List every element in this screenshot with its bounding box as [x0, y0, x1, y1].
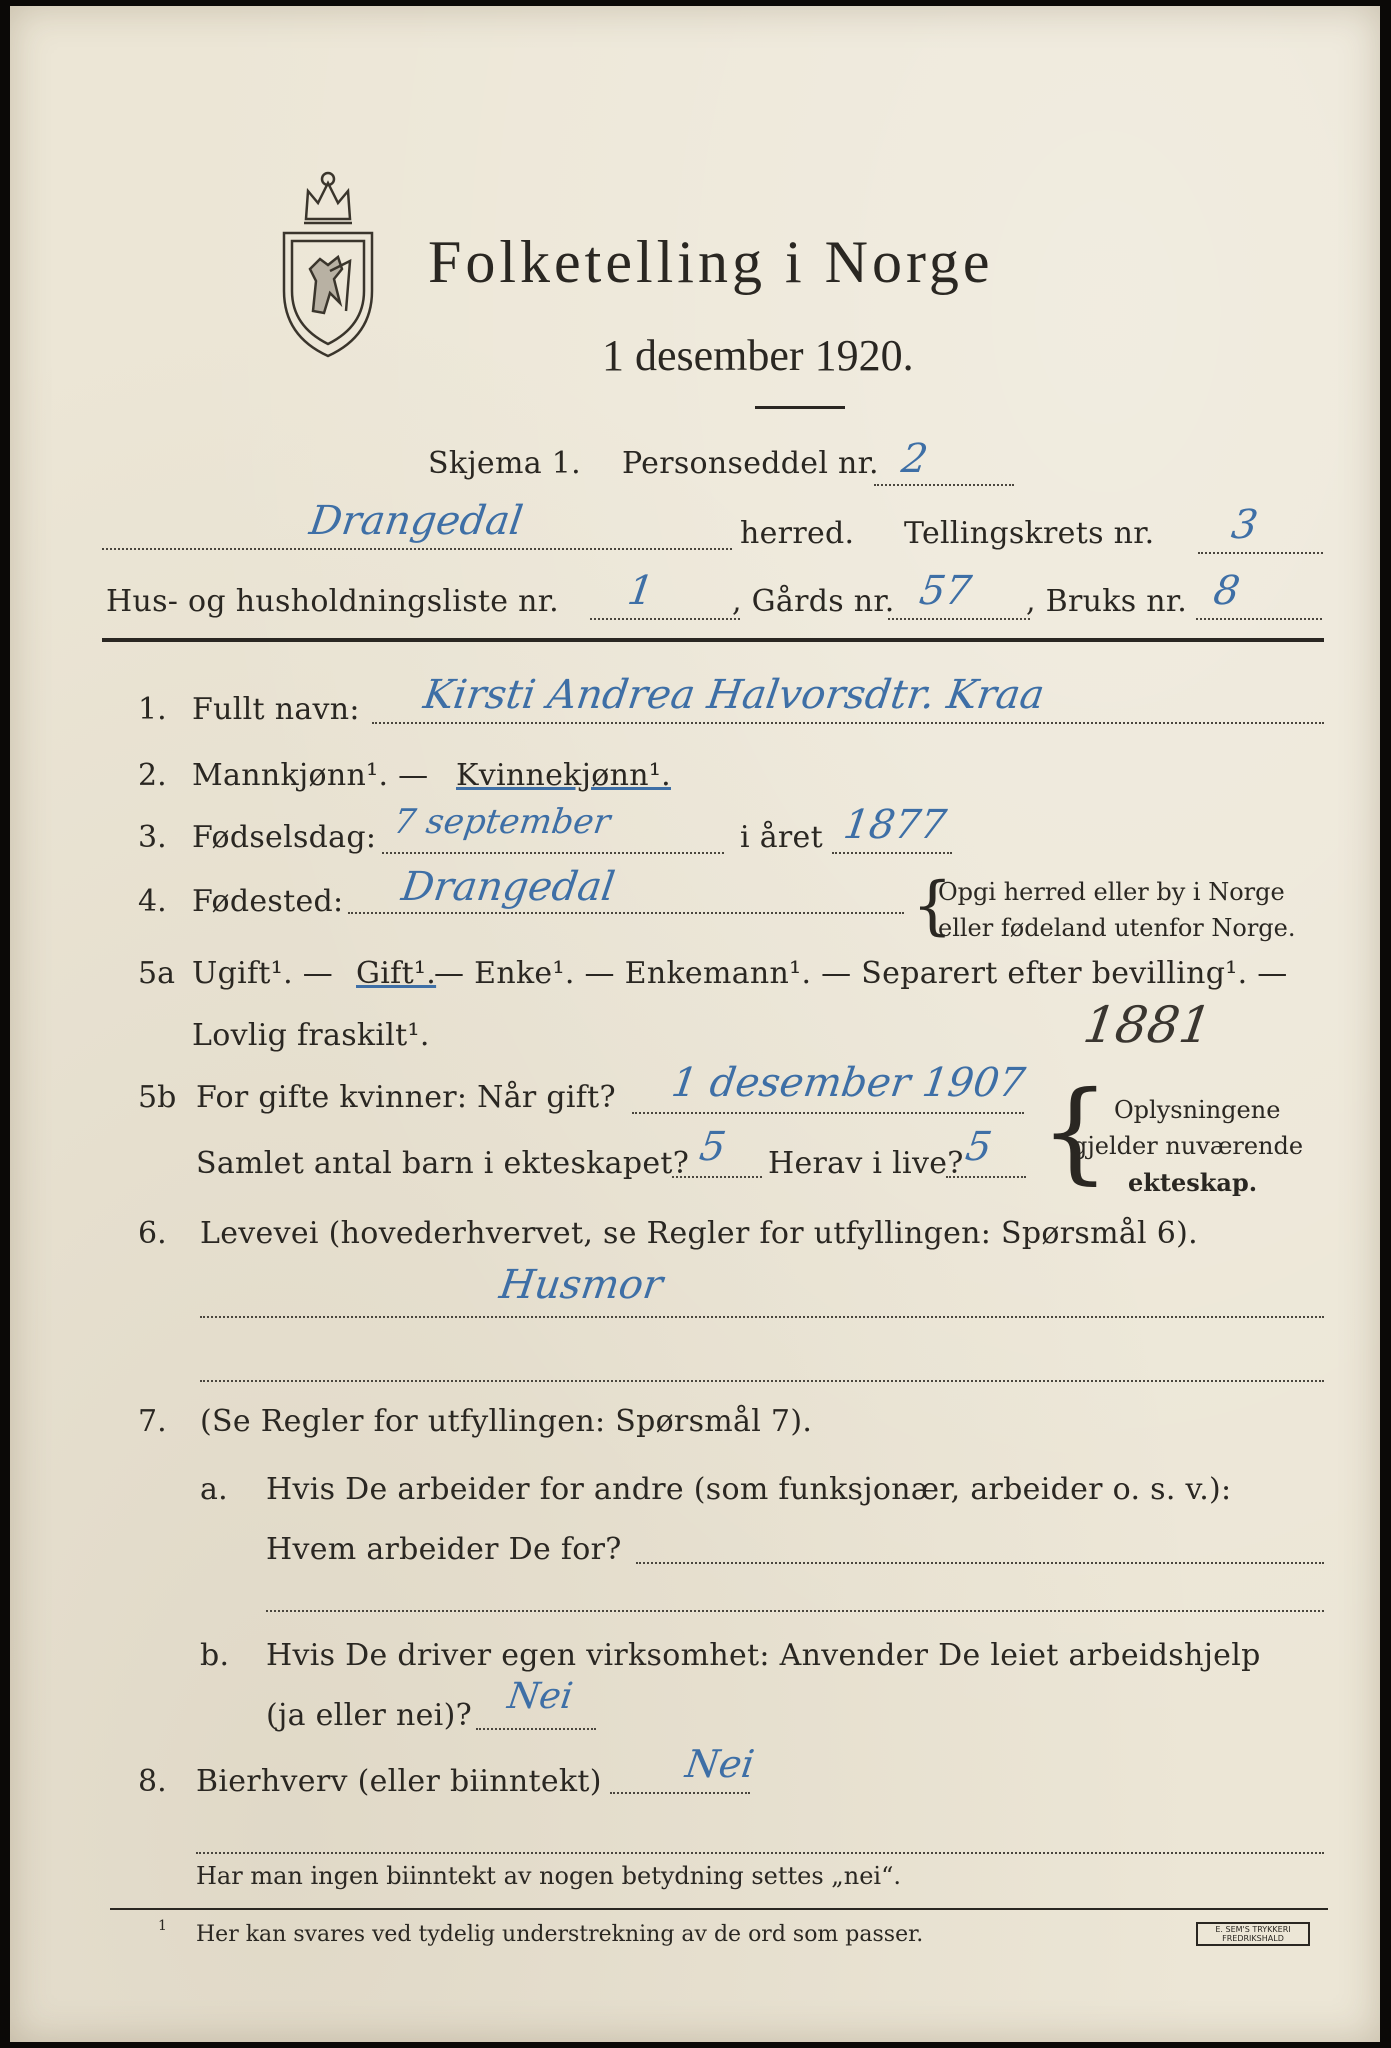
q4-note-2: eller fødeland utenfor Norge.: [938, 914, 1296, 942]
q3-line: [382, 852, 724, 854]
q4-line: [348, 912, 904, 914]
q5b-note-3: ekteskap.: [1128, 1168, 1258, 1197]
q2-male: Mannkjønn¹. —: [192, 758, 429, 793]
q5a-year-note: 1881: [1079, 996, 1216, 1054]
q3-value: 7 september: [391, 802, 613, 842]
q6-line-2: [200, 1380, 1324, 1382]
gards-value: 57: [916, 568, 975, 614]
q5b-label: For gifte kvinner: Når gift?: [196, 1080, 616, 1115]
q5b-children-line: [672, 1176, 762, 1178]
q7-number: 7.: [138, 1404, 167, 1439]
q5b-alive-line: [946, 1176, 1026, 1178]
personseddel-value: 2: [898, 436, 931, 482]
q7b-line: [476, 1728, 596, 1730]
q4-number: 4.: [138, 884, 167, 919]
q3-year-line: [832, 852, 952, 854]
q1-number: 1.: [138, 692, 167, 727]
bruks-line: [1196, 618, 1322, 620]
printer-stamp: E. SEM'S TRYKKERI FREDRIKSHALD: [1196, 1922, 1310, 1946]
herred-line: [102, 548, 732, 550]
q3-year-label: i året: [740, 820, 823, 855]
bruks-value: 8: [1210, 568, 1243, 614]
q5a-number: 5a: [138, 956, 175, 991]
tellingskrets-line: [1198, 552, 1323, 554]
q7-label: (Se Regler for utfyllingen: Spørsmål 7).: [200, 1404, 813, 1439]
tellingskrets-label: Tellingskrets nr.: [904, 516, 1155, 551]
q6-value: Husmor: [496, 1262, 666, 1308]
q7b-line1: Hvis De driver egen virksomhet: Anvender De leiet arbeidshjelp: [266, 1638, 1261, 1673]
hus-label: Hus- og husholdningsliste nr.: [106, 584, 559, 619]
q5b-alive-label: Herav i live?: [768, 1146, 964, 1181]
q8-line: [610, 1792, 750, 1794]
gards-label: , Gårds nr.: [732, 584, 895, 619]
q8-line-2: [196, 1852, 1324, 1854]
header-rule: [102, 638, 1324, 642]
q4-note-1: Opgi herred eller by i Norge: [938, 878, 1285, 906]
bruks-label: , Bruks nr.: [1026, 584, 1188, 619]
q4-value: Drangedal: [398, 864, 618, 910]
q2-female: Kvinnekjønn¹.: [456, 758, 671, 793]
q8-label: Bierhverv (eller biinntekt): [196, 1764, 602, 1799]
q3-number: 3.: [138, 820, 167, 855]
q1-line: [372, 722, 1324, 724]
q5b-children-label: Samlet antal barn i ekteskapet?: [196, 1146, 690, 1181]
q8-value: Nei: [682, 1742, 757, 1786]
q7a-line2: Hvem arbeider De for?: [266, 1532, 622, 1567]
q5b-value: 1 desember 1907: [668, 1060, 1028, 1106]
coat-of-arms-icon: [268, 161, 388, 361]
q5a-others: — Enke¹. — Enkemann¹. — Separert efter bevilling¹. —: [434, 956, 1288, 991]
q5b-line: [632, 1112, 1024, 1114]
personseddel-label: Personseddel nr.: [622, 446, 879, 481]
footnote-mark: 1: [158, 1918, 167, 1934]
gards-line: [888, 618, 1030, 620]
q3-label: Fødselsdag:: [192, 820, 377, 855]
q6-label: Levevei (hovederhvervet, se Regler for utfyllingen: Spørsmål 6).: [200, 1216, 1198, 1251]
q1-label: Fullt navn:: [192, 692, 360, 727]
q2-number: 2.: [138, 758, 167, 793]
q7a-letter: a.: [200, 1472, 229, 1507]
title-divider: [755, 406, 845, 409]
form-title: Folketelling i Norge: [428, 229, 994, 295]
q7a-line1: Hvis De arbeider for andre (som funksjonær, arbeider o. s. v.):: [266, 1472, 1232, 1507]
q3-year-value: 1877: [840, 802, 950, 848]
q5b-children-value: 5: [696, 1124, 729, 1170]
q7a-line-2: [266, 1610, 1324, 1612]
herred-label: herred.: [740, 516, 855, 551]
q7b-line2: (ja eller nei)?: [266, 1698, 472, 1733]
q5a-ugift: Ugift¹. —: [192, 956, 334, 991]
tellingskrets-value: 3: [1228, 502, 1261, 548]
q5a-gift: Gift¹.: [356, 956, 437, 991]
skjema-label: Skjema 1.: [428, 446, 581, 481]
hus-line: [590, 618, 740, 620]
q4-label: Fødested:: [192, 884, 344, 919]
census-form: [10, 6, 1380, 2042]
footnote-text: Her kan svares ved tydelig understrekning av de ord som passer.: [196, 1922, 924, 1947]
q8-number: 8.: [138, 1764, 167, 1799]
q5b-note-2: gjelder nuværende: [1072, 1132, 1304, 1160]
q5a-fraskilt: Lovlig fraskilt¹.: [192, 1018, 430, 1053]
hus-value: 1: [624, 568, 657, 614]
q4-brace: {: [912, 869, 953, 943]
footnote-rule: [110, 1908, 1328, 1910]
q7b-value: Nei: [505, 1676, 576, 1717]
q7a-line: [636, 1562, 1324, 1564]
census-date: 1 desember 1920.: [602, 331, 914, 380]
q5b-note-1: Oplysningene: [1114, 1096, 1281, 1124]
q6-line-1: [200, 1316, 1324, 1318]
q5b-brace: {: [1040, 1067, 1110, 1195]
q1-value: Kirsti Andrea Halvorsdtr. Kraa: [420, 672, 1048, 718]
q7b-letter: b.: [200, 1638, 230, 1673]
personseddel-line: [874, 484, 1014, 486]
q5b-number: 5b: [138, 1080, 177, 1115]
q8-note: Har man ingen biinntekt av nogen betydning settes „nei“.: [196, 1862, 901, 1890]
q6-number: 6.: [138, 1216, 167, 1251]
q5b-alive-value: 5: [962, 1124, 995, 1170]
herred-value: Drangedal: [306, 498, 526, 544]
